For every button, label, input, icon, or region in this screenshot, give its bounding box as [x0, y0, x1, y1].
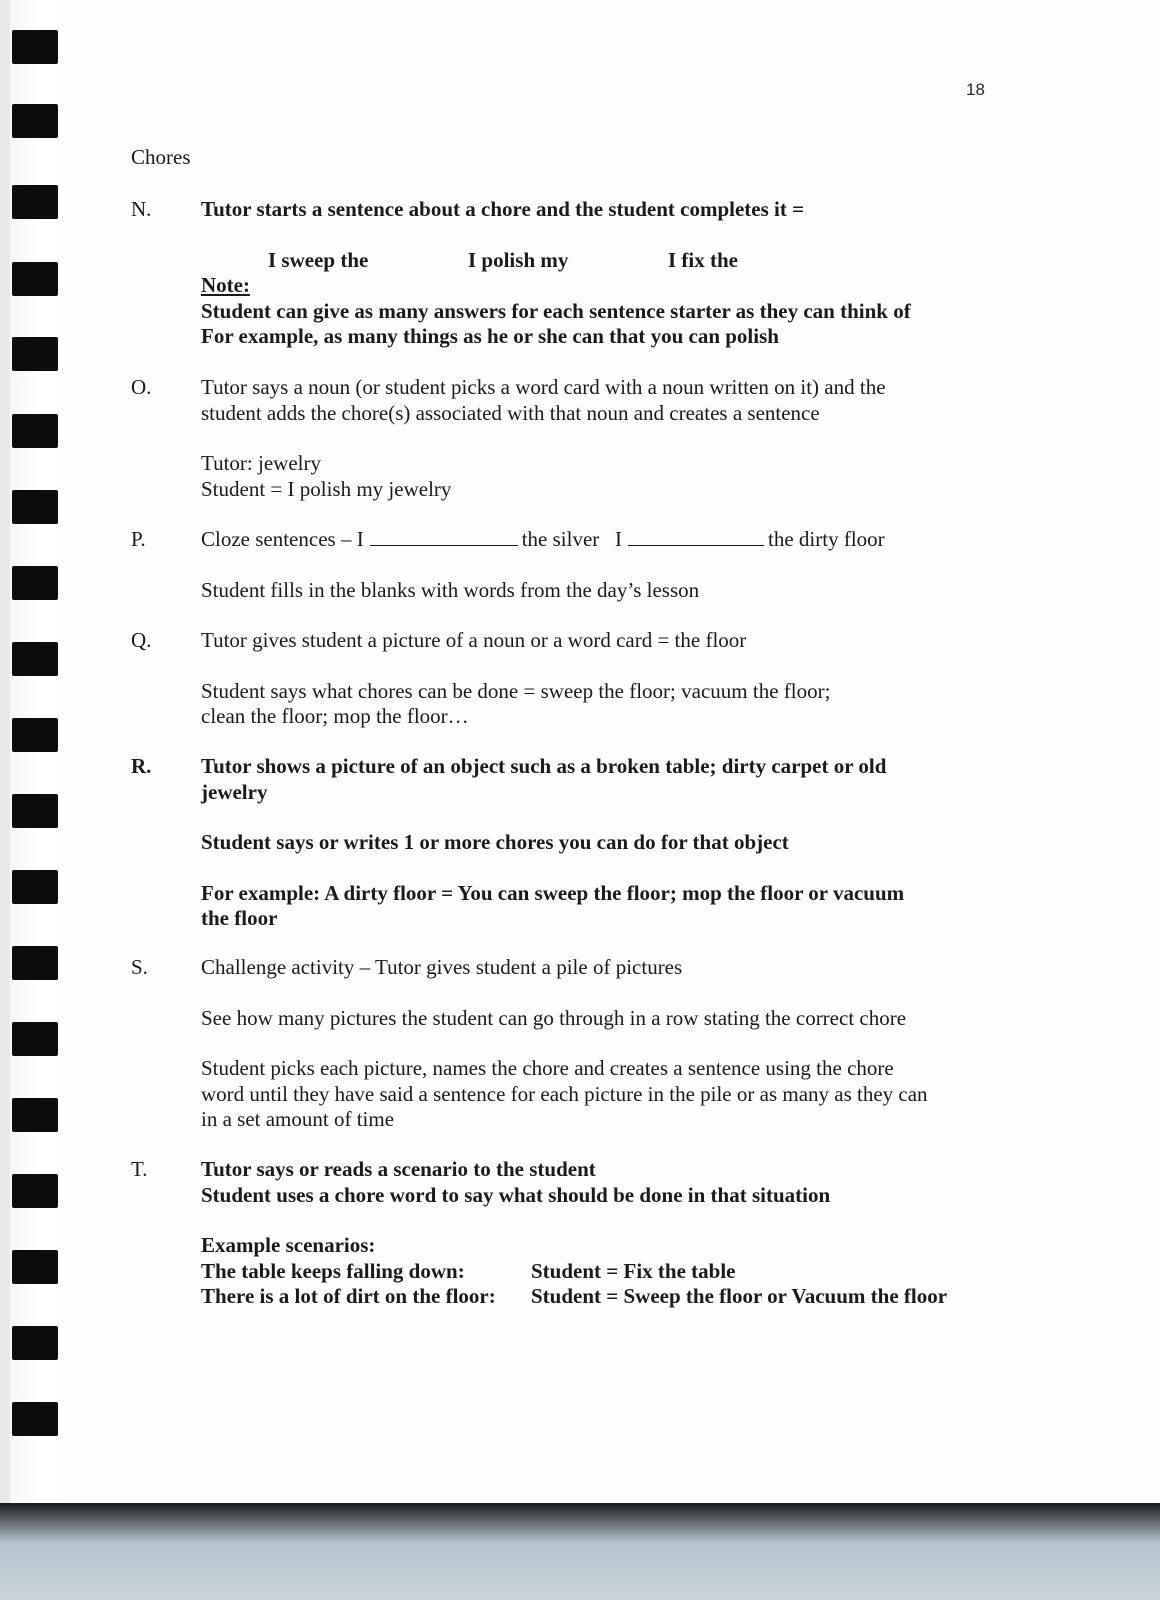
- binding-hole: [12, 1250, 58, 1284]
- binding-hole: [12, 946, 58, 980]
- binding-hole: [12, 794, 58, 828]
- note-line: For example, as many things as he or she can that you can polish: [201, 324, 779, 348]
- binding-hole: [12, 30, 58, 64]
- sentence-starters: [201, 248, 1001, 274]
- note-label: Note:: [201, 273, 250, 297]
- item-letter: T.: [131, 1157, 148, 1181]
- example-line: Tutor: jewelry: [201, 451, 321, 475]
- instruction-line: See how many pictures the student can go through in a row stating the correct chore: [201, 1005, 907, 1030]
- cloze-sentence: [201, 527, 1001, 553]
- binding-hole: [12, 185, 58, 219]
- item-letter: R.: [131, 754, 152, 778]
- sentence-starter: I fix the: [668, 247, 738, 272]
- note-line: Student can give as many answers for each sentence starter as they can think of: [201, 298, 911, 323]
- item-letter: N.: [131, 197, 152, 221]
- spiral-binding: [0, 0, 62, 1510]
- cloze-blank: [628, 527, 764, 546]
- item-body: [201, 1157, 1001, 1310]
- item-letter: P.: [131, 527, 146, 551]
- scenario-situation: The table keeps falling down:: [201, 1258, 465, 1283]
- binding-hole: [12, 262, 58, 296]
- item-body: [201, 375, 1001, 502]
- item-letter: O.: [131, 375, 152, 399]
- example-line: For example: A dirty floor = You can sweep the floor; mop the floor or vacuum: [201, 880, 905, 905]
- item-letter: Q.: [131, 628, 152, 652]
- scenario-row: [201, 1284, 1001, 1310]
- cloze-prefix: Cloze sentences – I: [201, 527, 364, 551]
- scan-background: [0, 1503, 1160, 1600]
- followup-line: clean the floor; mop the floor…: [201, 704, 469, 728]
- cloze-blank: [370, 527, 518, 546]
- scenario-response: Student = Sweep the floor or Vacuum the floor: [531, 1284, 948, 1308]
- instruction: Tutor starts a sentence about a chore and the student completes it =: [201, 197, 805, 221]
- instruction-line: Student says or writes 1 or more chores you can do for that object: [201, 830, 789, 854]
- cloze-mid: the silver I: [521, 527, 623, 551]
- examples-label: Example scenarios:: [201, 1233, 376, 1257]
- instruction-line: jewelry: [201, 779, 268, 804]
- page-number: 18: [966, 80, 985, 99]
- binding-hole: [12, 870, 58, 904]
- example-line: the floor: [201, 906, 278, 930]
- section-title: Chores: [131, 145, 191, 169]
- paragraph-line: Student picks each picture, names the chore and creates a sentence using the chore: [201, 1056, 894, 1080]
- instruction-line: Tutor says a noun (or student picks a word card with a noun written on it) and the: [201, 375, 886, 399]
- instruction-line: Student uses a chore word to say what should be done in that situation: [201, 1182, 831, 1207]
- binding-hole: [12, 1326, 58, 1360]
- binding-hole: [12, 1022, 58, 1056]
- cloze-end: the dirty floor: [768, 527, 885, 551]
- scenario-response: Student = Fix the table: [531, 1258, 736, 1283]
- binding-hole: [12, 718, 58, 752]
- binding-hole: [12, 104, 58, 138]
- binding-edge: [0, 0, 10, 1510]
- instruction-line: Challenge activity – Tutor gives student a pile of pictures: [201, 955, 683, 979]
- binding-hole: [12, 1098, 58, 1132]
- binding-hole: [12, 337, 58, 371]
- scenario-row: [201, 1259, 1001, 1285]
- binding-hole: [12, 414, 58, 448]
- binding-hole: [12, 566, 58, 600]
- binding-hole: [12, 490, 58, 524]
- item-body: [201, 628, 1001, 730]
- instruction-line: student adds the chore(s) associated with that noun and creates a sentence: [201, 400, 820, 425]
- instruction-line: Tutor says or reads a scenario to the student: [201, 1157, 596, 1181]
- paragraph-line: word until they have said a sentence for each picture in the pile or as many as they can: [201, 1081, 928, 1106]
- instruction-line: Tutor gives student a picture of a noun or a word card = the floor: [201, 628, 747, 652]
- item-body: [201, 955, 1001, 1133]
- item-body: [201, 197, 1001, 350]
- sentence-starter: I sweep the: [268, 247, 369, 272]
- binding-hole: [12, 1174, 58, 1208]
- scenario-situation: There is a lot of dirt on the floor:: [201, 1284, 496, 1308]
- followup-line: Student says what chores can be done = sweep the floor; vacuum the floor;: [201, 678, 831, 703]
- binding-hole: [12, 642, 58, 676]
- item-letter: S.: [131, 955, 148, 979]
- sentence-starter: I polish my: [468, 247, 569, 272]
- item-body: [201, 754, 1001, 932]
- paragraph-line: in a set amount of time: [201, 1107, 395, 1131]
- item-body: [201, 527, 1001, 603]
- instruction-line: Tutor shows a picture of an object such as a broken table; dirty carpet or old: [201, 754, 887, 778]
- followup-line: Student fills in the blanks with words from the day’s lesson: [201, 577, 700, 602]
- binding-hole: [12, 1402, 58, 1436]
- example-line: Student = I polish my jewelry: [201, 476, 452, 501]
